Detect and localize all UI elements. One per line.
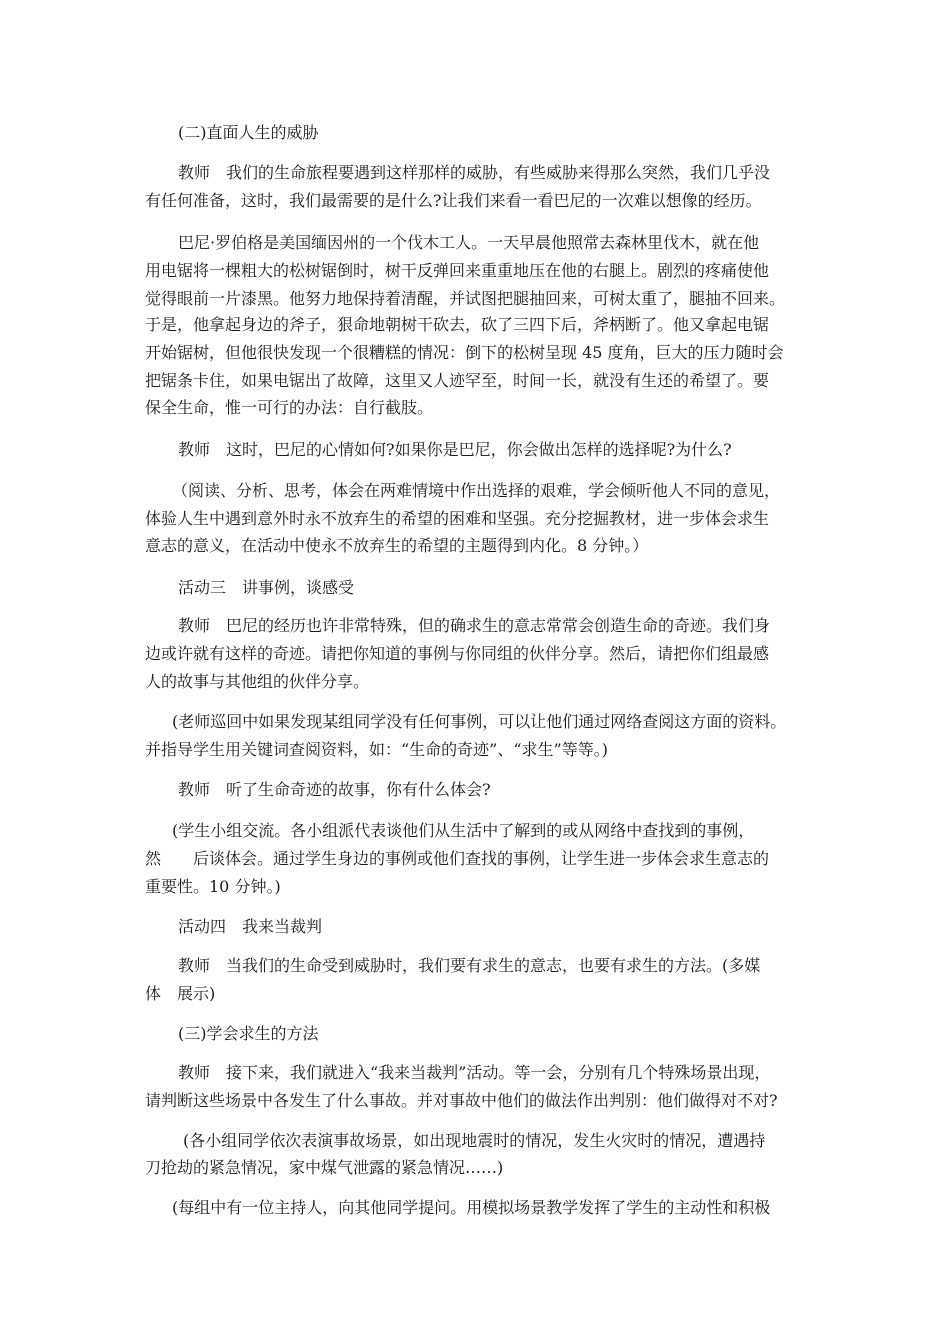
text-line: 体 展示) [145,984,216,1003]
text-line: （阅读、分析、思考，体会在两难情境中作出选择的艰难，学会倾听他人不同的意见， [172,481,781,500]
text-line: 意志的意义，在活动中使永不放弃生的希望的主题得到内化。8 分钟。） [145,536,649,555]
text-line: 于是，他拿起身边的斧子，狠命地朝树干砍去，砍了三四下后，斧柄断了。他又拿起电锯 [145,315,770,334]
text-line: 教师 接下来，我们就进入“我来当裁判”活动。等一会，分别有几个特殊场景出现， [178,1063,771,1082]
section-heading-3: (三)学会求生的方法 [178,1024,319,1043]
text-line: 重要性。10 分钟。) [145,877,281,896]
text-line: 边或许就有这样的奇迹。请把你知道的事例与你同组的伙伴分享。然后，请把你们组最感 [145,644,770,663]
text-line: 教师 当我们的生命受到威胁时，我们要有求生的意志，也要有求生的方法。(多媒 [178,956,761,975]
paragraph-host-note: (每组中有一位主持人，向其他同学提问。用模拟场景教学发挥了学生的主动性和积极 [172,1198,771,1217]
section-heading-2: (二)直面人生的威胁 [178,123,319,142]
text-line: 并指导学生用关键词查阅资料，如：“生命的奇迹”、“求生”等等。) [145,740,608,759]
text-line: (学生小组交流。各小组派代表谈他们从生活中了解到的或从网络中查找到的事例， [172,821,755,840]
text-line: 开始锯树，但他很快发现一个很糟糕的情况：倒下的松树呈现 45 度角，巨大的压力随时会 [145,343,784,362]
text-line: 教师 我们的生命旅程要遇到这样那样的威胁，有些威胁来得那么突然，我们几乎没 [178,163,771,182]
text-line: 人的故事与其他组的伙伴分享。 [145,672,370,691]
activity-four-heading: 活动四 我来当裁判 [178,917,323,936]
paragraph-teacher-feeling: 教师 听了生命奇迹的故事，你有什么体会? [178,780,491,799]
text-line: 有任何准备，这时，我们最需要的是什么?让我们来看一看巴尼的一次难以想像的经历。 [145,191,762,210]
text-line: 请判断这些场景中各发生了什么事故。并对事故中他们的做法作出判别：他们做得对不对? [145,1091,778,1110]
text-line: 体验人生中遇到意外时永不放弃生的希望的困难和坚强。充分挖掘教材，进一步体会求生 [145,509,770,528]
text-line: 把锯条卡住，如果电锯出了故障，这里又人迹罕至，时间一长，就没有生还的希望了。要 [145,371,770,390]
activity-three-heading: 活动三 讲事例，谈感受 [178,578,355,597]
text-line: (各小组同学依次表演事故场景，如出现地震时的情况，发生火灾时的情况，遭遇持 [183,1131,766,1150]
text-line: 保全生命，惟一可行的办法：自行截肢。 [145,398,434,417]
text-line: 觉得眼前一片漆黑。他努力地保持着清醒，并试图把腿抽回来，可树太重了，腿抽不回来。 [145,289,786,308]
text-line: 用电锯将一棵粗大的松树锯倒时，树干反弹回来重重地压在他的右腿上。剧烈的疼痛使他 [145,261,770,280]
text-line: 然 [145,849,162,868]
text-line: 后谈体会。通过学生身边的事例或他们查找的事例，让学生进一步体会求生意志的 [193,849,770,868]
text-line: (老师巡回中如果发现某组同学没有任何事例，可以让他们通过网络查阅这方面的资料。 [172,712,787,731]
text-line: 巴尼·罗伯格是美国缅因州的一个伐木工人。一天早晨他照常去森林里伐木，就在他 [178,233,760,252]
paragraph-teacher-question: 教师 这时，巴尼的心情如何?如果你是巴尼，你会做出怎样的选择呢?为什么? [178,440,732,459]
text-line: 教师 巴尼的经历也许非常特殊，但的确求生的意志常常会创造生命的奇迹。我们身 [178,616,771,635]
text-line: 刀抢劫的紧急情况，家中煤气泄露的紧急情况……) [145,1158,504,1177]
